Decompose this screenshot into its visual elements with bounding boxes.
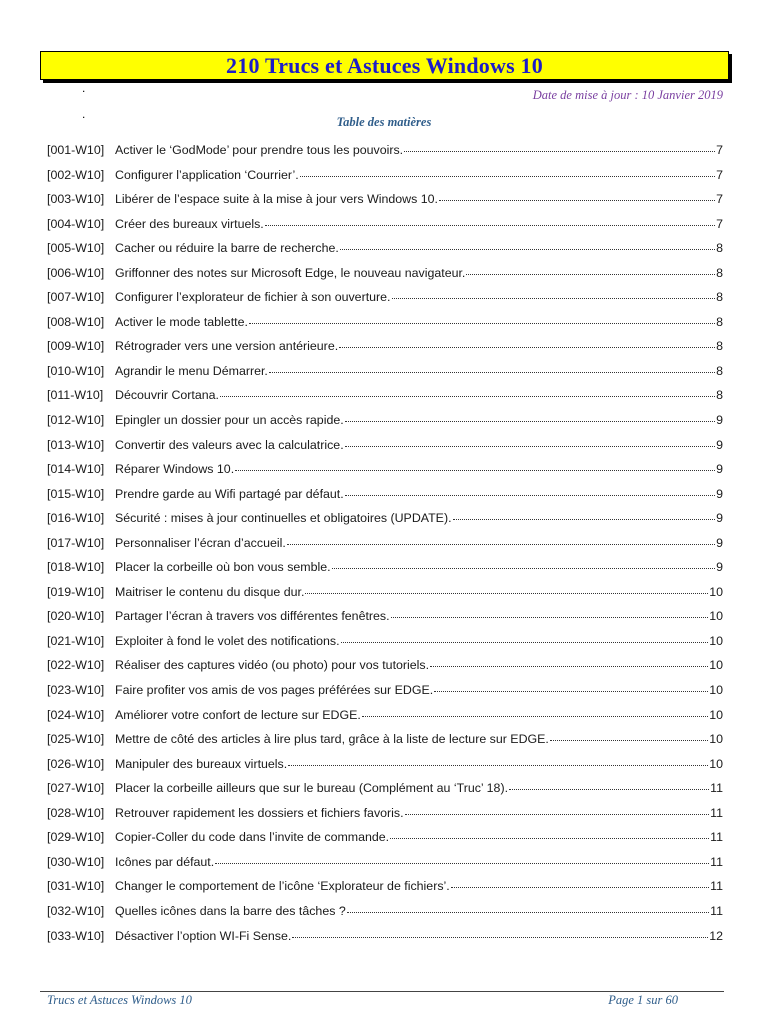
toc-entry-page: 11: [710, 903, 723, 918]
toc-entry-page: 9: [716, 462, 723, 477]
toc-entry-title: Configurer l’explorateur de fichier à son ouverture.: [115, 290, 391, 305]
toc-entry-title: Découvrir Cortana.: [115, 388, 219, 403]
toc-entry-title: Partager l’écran à travers vos différentes fenêtres.: [115, 609, 390, 624]
toc-dot-leader: [288, 762, 708, 766]
toc-dot-leader: [345, 418, 715, 422]
toc-entry-page: 10: [709, 707, 723, 722]
toc-dot-leader: [405, 811, 710, 815]
toc-dot-leader: [509, 786, 709, 790]
toc-entry[interactable]: [47, 462, 723, 487]
toc-entry-page: 8: [716, 388, 723, 403]
toc-entry[interactable]: [47, 708, 723, 733]
toc-dot-leader: [362, 713, 708, 717]
toc-entry-code: [032-W10]: [47, 903, 105, 918]
toc-entry-code: [027-W10]: [47, 781, 105, 796]
toc-entry-code: [005-W10]: [47, 241, 105, 256]
toc-entry-code: [008-W10]: [47, 314, 105, 329]
toc-entry[interactable]: [47, 487, 723, 512]
toc-dot-leader: [332, 565, 716, 569]
toc-entry-code: [014-W10]: [47, 462, 105, 477]
toc-entry-page: 7: [716, 143, 723, 157]
bullet-mark: .: [82, 107, 86, 121]
toc-entry-title: Epingler un dossier pour un accès rapide.: [115, 413, 344, 428]
toc-entry[interactable]: [47, 168, 723, 193]
toc-entry-page: 8: [716, 363, 723, 378]
toc-entry-title: Améliorer votre confort de lecture sur EDGE.: [115, 707, 361, 722]
toc-entry-page: 9: [716, 437, 723, 452]
toc-entry-code: [031-W10]: [47, 879, 105, 894]
toc-entry[interactable]: [47, 388, 723, 413]
toc-entry-page: 8: [716, 241, 723, 256]
toc-entry-page: 7: [716, 192, 723, 207]
toc-heading: Table des matières: [336, 115, 432, 129]
toc-entry-title: Cacher ou réduire la barre de recherche.: [115, 241, 339, 256]
toc-entry-title: Rétrograder vers une version antérieure.: [115, 339, 339, 354]
toc-dot-leader: [453, 516, 716, 520]
toc-entry-page: 7: [716, 216, 723, 231]
toc-entry-code: [010-W10]: [47, 363, 105, 378]
toc-entry[interactable]: [47, 732, 723, 757]
toc-entry[interactable]: [47, 609, 723, 634]
toc-entry-code: [013-W10]: [47, 437, 105, 452]
toc-entry-title: Sécurité : mises à jour continuelles et obligatoires (UPDATE).: [115, 511, 452, 526]
toc-entry-title: Personnaliser l’écran d’accueil.: [115, 535, 286, 550]
toc-entry-title: Manipuler des bureaux virtuels.: [115, 756, 288, 771]
toc-entry-page: 10: [709, 756, 723, 771]
toc-entry[interactable]: [47, 364, 723, 389]
toc-entry-code: [021-W10]: [47, 633, 105, 648]
toc-dot-leader: [466, 271, 715, 275]
toc-entry-code: [003-W10]: [47, 192, 105, 207]
toc-entry-title: Configurer l’application ‘Courrier’.: [115, 167, 299, 182]
toc-entry[interactable]: [47, 929, 723, 954]
toc-entry-title: Exploiter à fond le volet des notifications.: [115, 633, 340, 648]
toc-dot-leader: [339, 344, 715, 348]
toc-entry-title: Réaliser des captures vidéo (ou photo) pour vos tutoriels.: [115, 658, 430, 673]
toc-entry-title: Créer des bureaux virtuels.: [115, 216, 264, 231]
toc-entry-code: [007-W10]: [47, 290, 105, 305]
toc-entry[interactable]: [47, 192, 723, 217]
toc-dot-leader: [292, 934, 708, 938]
toc-entry-page: 8: [716, 314, 723, 329]
toc-dot-leader: [451, 884, 709, 888]
toc-dot-leader: [345, 492, 715, 496]
toc-entry-title: Convertir des valeurs avec la calculatrice.: [115, 437, 344, 452]
toc-dot-leader: [269, 369, 715, 373]
toc-entry-code: [026-W10]: [47, 756, 105, 771]
bullet-mark: .: [82, 81, 86, 95]
toc-entry[interactable]: [47, 560, 723, 585]
toc-entry-code: [017-W10]: [47, 535, 105, 550]
toc-entry-title: Copier-Coller du code dans l’invite de commande.: [115, 830, 390, 845]
toc-entry-page: 9: [716, 511, 723, 526]
toc-entry-title: Activer le mode tablette.: [115, 314, 248, 329]
toc-entry-title: Placer la corbeille ailleurs que sur le bureau (Complément au ‘Truc’ 18).: [115, 781, 509, 796]
toc-entry-code: [023-W10]: [47, 683, 105, 698]
toc-dot-leader: [340, 246, 715, 250]
toc-entry-code: [033-W10]: [47, 928, 105, 943]
toc-entry-code: [029-W10]: [47, 830, 105, 845]
toc-dot-leader: [347, 909, 709, 913]
toc-entry[interactable]: [47, 143, 723, 168]
toc-entry-title: Désactiver l’option WI-Fi Sense.: [115, 928, 292, 943]
toc-entry-title: Retrouver rapidement les dossiers et fichiers favoris.: [115, 805, 404, 820]
toc-entry-code: [009-W10]: [47, 339, 105, 354]
toc-dot-leader: [287, 541, 715, 545]
toc-entry-code: [025-W10]: [47, 732, 105, 747]
toc-entry-page: 11: [710, 879, 723, 894]
toc-entry-page: 8: [716, 265, 723, 280]
toc-entry-code: [016-W10]: [47, 511, 105, 526]
toc-entry-code: [028-W10]: [47, 805, 105, 820]
toc-entry[interactable]: [47, 634, 723, 659]
footer-title: Trucs et Astuces Windows 10: [47, 993, 192, 1007]
toc-entry-page: 9: [716, 535, 723, 550]
toc-dot-leader: [235, 467, 715, 471]
toc-entry[interactable]: [47, 413, 723, 438]
footer-page-number: Page 1 sur 60: [608, 993, 678, 1007]
toc-entry-page: 10: [709, 633, 723, 648]
toc-entry-page: 9: [716, 486, 723, 501]
toc-entry-title: Maitriser le contenu du disque dur.: [115, 584, 305, 599]
toc-dot-leader: [439, 197, 715, 201]
toc-entry[interactable]: [47, 217, 723, 242]
toc-entry-page: 8: [716, 290, 723, 305]
toc-entry-page: 11: [710, 805, 723, 820]
update-date: Date de mise à jour : 10 Janvier 2019: [532, 88, 723, 102]
toc-entry[interactable]: [47, 339, 723, 364]
toc-entry-title: Libérer de l’espace suite à la mise à jour vers Windows 10.: [115, 192, 438, 207]
toc-dot-leader: [345, 443, 715, 447]
toc-entry-title: Prendre garde au Wifi partagé par défaut.: [115, 486, 344, 501]
toc-entry-page: 10: [709, 683, 723, 698]
toc-entry[interactable]: [47, 241, 723, 266]
toc-entry-code: [022-W10]: [47, 658, 105, 673]
toc-entry-code: [004-W10]: [47, 216, 105, 231]
toc-dot-leader: [392, 295, 716, 299]
toc-entry-page: 11: [710, 830, 723, 845]
toc-entry-page: 10: [709, 584, 723, 599]
toc-dot-leader: [434, 688, 708, 692]
table-of-contents: [47, 143, 723, 953]
toc-entry-title: Agrandir le menu Démarrer.: [115, 363, 268, 378]
toc-dot-leader: [430, 663, 708, 667]
toc-entry-title: Faire profiter vos amis de vos pages préférées sur EDGE.: [115, 683, 434, 698]
toc-entry-code: [020-W10]: [47, 609, 105, 624]
toc-entry-code: [002-W10]: [47, 167, 105, 182]
toc-entry-title: Quelles icônes dans la barre des tâches ?: [115, 903, 346, 918]
toc-dot-leader: [390, 835, 709, 839]
toc-entry-code: [019-W10]: [47, 584, 105, 599]
toc-dot-leader: [341, 639, 709, 643]
toc-dot-leader: [550, 737, 708, 741]
toc-entry-page: 8: [716, 339, 723, 354]
toc-entry-title: Changer le comportement de l’icône ‘Explorateur de fichiers’.: [115, 879, 450, 894]
toc-entry-title: Réparer Windows 10.: [115, 462, 235, 477]
toc-dot-leader: [404, 148, 715, 152]
toc-entry-title: Mettre de côté des articles à lire plus tard, grâce à la liste de lecture sur EDGE.: [115, 732, 549, 747]
toc-dot-leader: [391, 614, 709, 618]
toc-entry-code: [006-W10]: [47, 265, 105, 280]
toc-entry[interactable]: [47, 585, 723, 610]
toc-entry[interactable]: [47, 879, 723, 904]
toc-entry-page: 11: [710, 781, 723, 796]
document-title: 210 Trucs et Astuces Windows 10: [226, 52, 543, 78]
toc-entry-code: [024-W10]: [47, 707, 105, 722]
toc-entry[interactable]: [47, 855, 723, 880]
title-banner: [40, 51, 729, 80]
toc-entry[interactable]: [47, 266, 723, 291]
toc-dot-leader: [305, 590, 708, 594]
toc-entry-page: 11: [710, 854, 723, 869]
toc-dot-leader: [249, 320, 715, 324]
toc-entry-page: 12: [709, 928, 723, 943]
toc-entry-code: [030-W10]: [47, 854, 105, 869]
toc-entry[interactable]: [47, 683, 723, 708]
toc-entry-page: 9: [716, 413, 723, 428]
toc-entry-title: Placer la corbeille où bon vous semble.: [115, 560, 331, 575]
toc-dot-leader: [300, 173, 715, 177]
toc-entry-title: Griffonner des notes sur Microsoft Edge, le nouveau navigateur.: [115, 265, 466, 280]
footer-divider: [40, 991, 724, 992]
toc-entry-page: 7: [716, 167, 723, 182]
toc-entry[interactable]: [47, 290, 723, 315]
toc-entry-code: [018-W10]: [47, 560, 105, 575]
toc-entry[interactable]: [47, 536, 723, 561]
toc-entry-title: Activer le ‘GodMode’ pour prendre tous les pouvoirs.: [115, 143, 404, 157]
toc-entry-code: [015-W10]: [47, 486, 105, 501]
toc-entry-title: Icônes par défaut.: [115, 854, 215, 869]
toc-entry[interactable]: [47, 830, 723, 855]
toc-dot-leader: [220, 393, 715, 397]
toc-entry-code: [001-W10]: [47, 143, 105, 157]
toc-entry[interactable]: [47, 658, 723, 683]
toc-entry-code: [011-W10]: [47, 388, 104, 403]
toc-entry[interactable]: [47, 438, 723, 463]
toc-entry-page: 10: [709, 732, 723, 747]
toc-entry[interactable]: [47, 315, 723, 340]
toc-entry-page: 9: [716, 560, 723, 575]
toc-entry[interactable]: [47, 757, 723, 782]
toc-entry[interactable]: [47, 511, 723, 536]
toc-dot-leader: [215, 860, 709, 864]
toc-dot-leader: [265, 222, 715, 226]
toc-entry[interactable]: [47, 806, 723, 831]
toc-entry-page: 10: [709, 609, 723, 624]
toc-entry[interactable]: [47, 781, 723, 806]
toc-entry-code: [012-W10]: [47, 413, 105, 428]
toc-entry-page: 10: [709, 658, 723, 673]
toc-entry[interactable]: [47, 904, 723, 929]
